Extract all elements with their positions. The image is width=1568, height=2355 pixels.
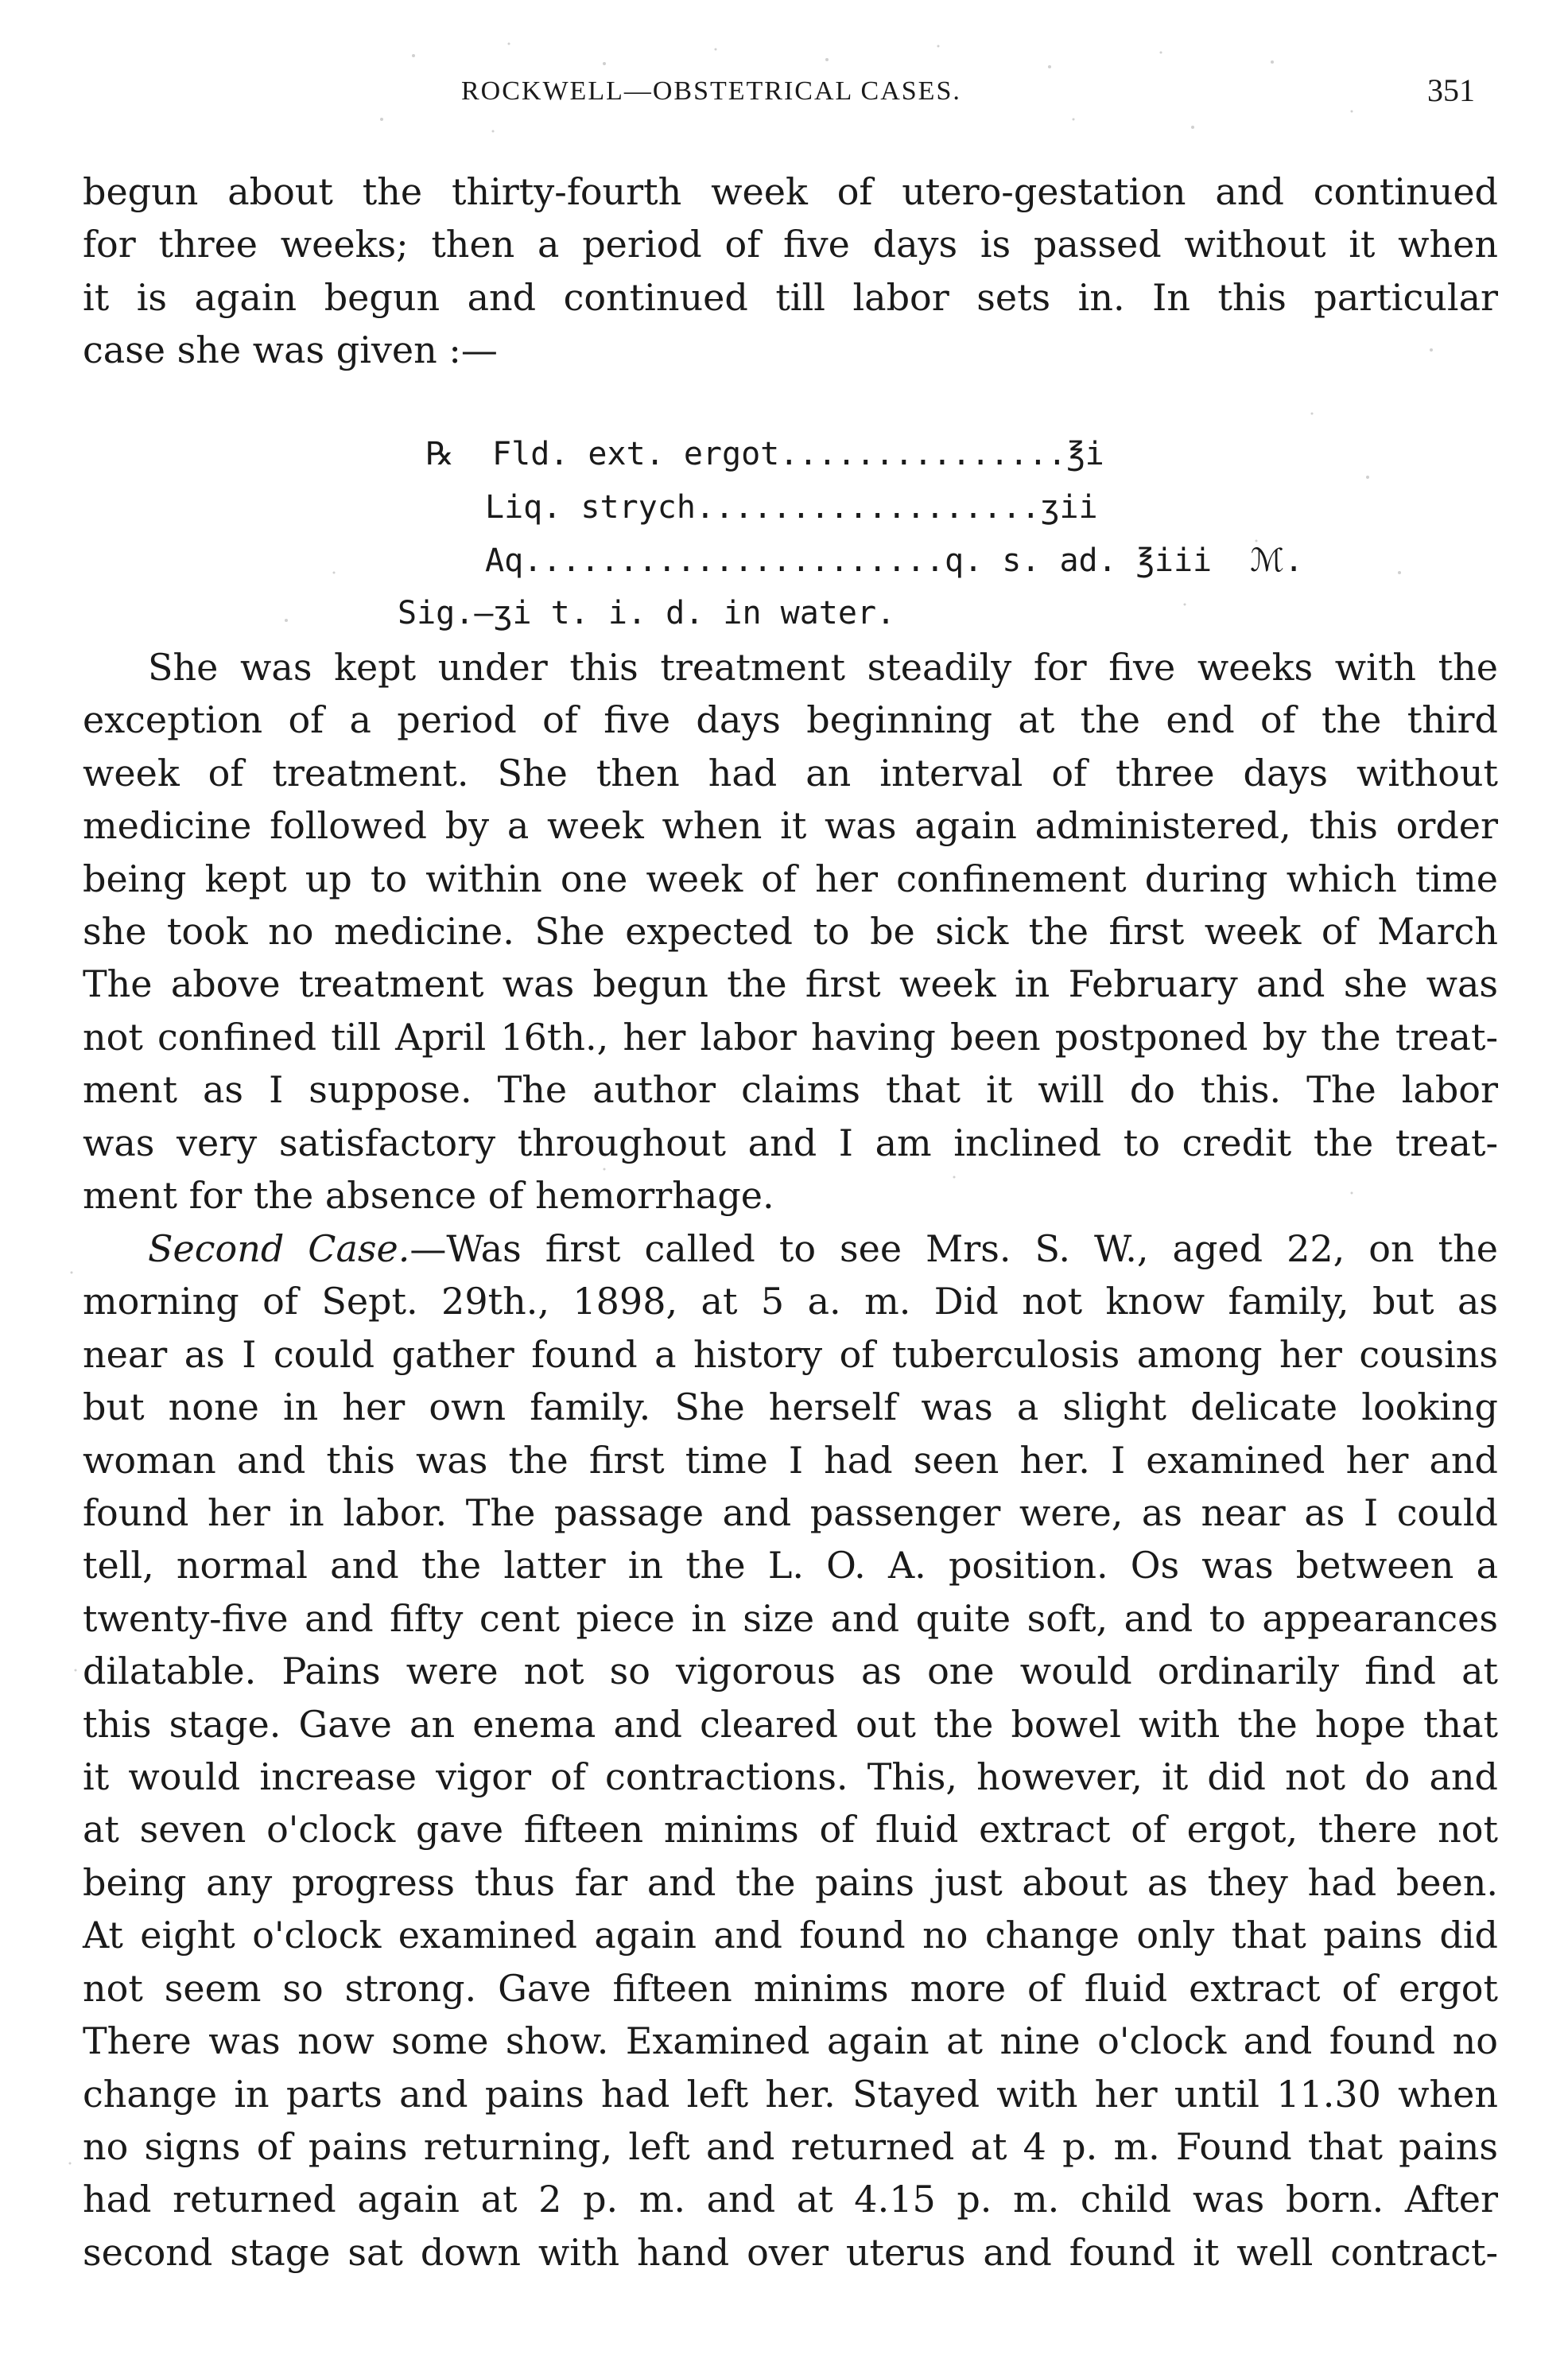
text-line-rest: —Was first called to see Mrs. S. W., aged 22, on the [409, 1227, 1498, 1270]
text-line: second stage sat down with hand over uterus and found it well contract- [83, 2230, 1498, 2274]
text-line: twenty-five and fifty cent piece in size and quite soft, and to appearances [83, 1596, 1498, 1640]
text-line: near as I could gather found a history of tuberculosis among her cousins [83, 1332, 1498, 1376]
section-heading-second-case: Second Case. [148, 1227, 410, 1270]
text-line: At eight o'clock examined again and found no change only that pains did [83, 1914, 1498, 1957]
text-line: There was now some show. Examined again at nine o'clock and found no [83, 2019, 1498, 2063]
body-text [83, 165, 1498, 377]
text-line: dilatable. Pains were not so vigorous as one would ordinarily find at [83, 1650, 1498, 1693]
page-number: 351 [1427, 72, 1475, 108]
paragraph-second-case [83, 1222, 1498, 2279]
running-header: ROCKWELL—OBSTETRICAL CASES. [461, 76, 961, 106]
text-line: begun about the thirty-fourth week of utero-gestation and continued [83, 170, 1498, 213]
text-line: had returned again at 2 p. m. and at 4.15 p. m. child was born. After [83, 2178, 1498, 2221]
text-line: ment for the absence of hemorrhage. [83, 1174, 774, 1218]
text-line: medicine followed by a week when it was again administered, this order [83, 804, 1498, 848]
text-line: ment as I suppose. The author claims that it will do this. The labor [83, 1068, 1498, 1112]
text-line: not confined till April 16th., her labor having been postponed by the treat- [83, 1015, 1498, 1059]
text-line: it would increase vigor of contractions. This, however, it did not do and [83, 1755, 1498, 1799]
text-line: found her in labor. The passage and passenger were, as near as I could [83, 1491, 1498, 1535]
text-line: woman and this was the first time I had seen her. I examined her and [83, 1438, 1498, 1482]
text-line: for three weeks; then a period of five days is passed without it when [83, 223, 1498, 266]
text-line: case she was given :— [83, 328, 498, 372]
text-line: was very satisfactory throughout and I am inclined to credit the treat- [83, 1121, 1498, 1164]
text-line: it is again begun and continued till labor sets in. In this particular [83, 275, 1498, 319]
text-line: not seem so strong. Gave fifteen minims more of fluid extract of ergot [83, 1966, 1498, 2010]
text-line: at seven o'clock gave fifteen minims of fluid extract of ergot, there not [83, 1808, 1498, 1852]
text-line: no signs of pains returning, left and returned at 4 p. m. Found that pains [83, 2124, 1498, 2168]
prescription-line-ergot: ℞ Fld. ext. ergot...............℥i [425, 436, 1104, 472]
text-line: but none in her own family. She herself was a slight delicate looking [83, 1385, 1498, 1429]
text-line: she took no medicine. She expected to be sick the first week of March [83, 910, 1498, 954]
text-line [83, 1222, 1498, 1275]
prescription-line-water: Aq......................q. s. ad. ℥iii ℳ. [485, 542, 1304, 579]
text-line: morning of Sept. 29th., 1898, at 5 a. m. Did not know family, but as [83, 1280, 1498, 1323]
text-line: being any progress thus far and the pains just about as they had been. [83, 1860, 1498, 1904]
text-line: tell, normal and the latter in the L. O. A. position. Os was between a [83, 1544, 1498, 1587]
text-line: being kept up to within one week of her confinement during which time [83, 857, 1498, 900]
text-line: The above treatment was begun the first week in February and she was [83, 962, 1498, 1006]
text-line: exception of a period of five days beginning at the end of the third [83, 698, 1498, 742]
text-line: change in parts and pains had left her. Stayed with her until 11.30 when [83, 2072, 1498, 2116]
text-line: week of treatment. She then had an interval of three days without [83, 751, 1498, 795]
text-line: this stage. Gave an enema and cleared out the bowel with the hope that [83, 1702, 1498, 1746]
prescription-signature: Sig.—ʒi t. i. d. in water. [398, 595, 896, 631]
text-line: She was kept under this treatment steadily for five weeks with the [148, 646, 1498, 689]
prescription-line-strychnine: Liq. strych..................ʒii [485, 489, 1098, 526]
paragraph-treatment [83, 641, 1498, 1222]
